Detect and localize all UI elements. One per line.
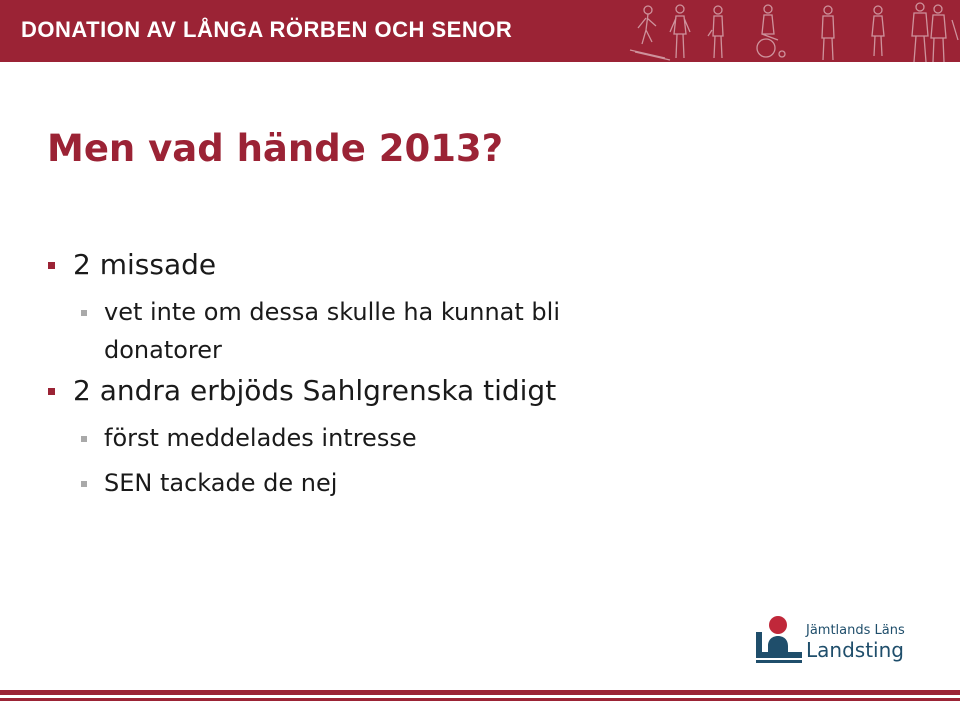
sub-bullet-marker bbox=[81, 310, 87, 316]
header-title: DONATION AV LÅNGA RÖRBEN OCH SENOR bbox=[21, 17, 513, 42]
sub-bullet-item-continuation: donatorer bbox=[104, 336, 222, 364]
sub-bullet-item: SEN tackade de nej bbox=[104, 469, 338, 497]
landsting-logo-icon bbox=[754, 612, 804, 664]
logo-text-line1: Jämtlands Läns bbox=[806, 623, 905, 638]
bullet-marker bbox=[48, 388, 55, 395]
header-bar bbox=[0, 0, 960, 62]
bullet-item: 2 andra erbjöds Sahlgrenska tidigt bbox=[73, 374, 557, 407]
bullet-item: 2 missade bbox=[73, 248, 217, 281]
footer-stripe bbox=[0, 698, 960, 701]
bullet-marker bbox=[48, 262, 55, 269]
people-silhouettes-icon bbox=[620, 0, 960, 62]
slide-title: Men vad hände 2013? bbox=[47, 127, 504, 170]
sub-bullet-item: vet inte om dessa skulle ha kunnat bli bbox=[104, 298, 560, 326]
footer-stripe bbox=[0, 690, 960, 695]
landsting-logo bbox=[754, 612, 924, 664]
logo-text-line2: Landsting bbox=[806, 638, 904, 662]
sub-bullet-marker bbox=[81, 436, 87, 442]
sub-bullet-marker bbox=[81, 481, 87, 487]
sub-bullet-item: först meddelades intresse bbox=[104, 424, 417, 452]
